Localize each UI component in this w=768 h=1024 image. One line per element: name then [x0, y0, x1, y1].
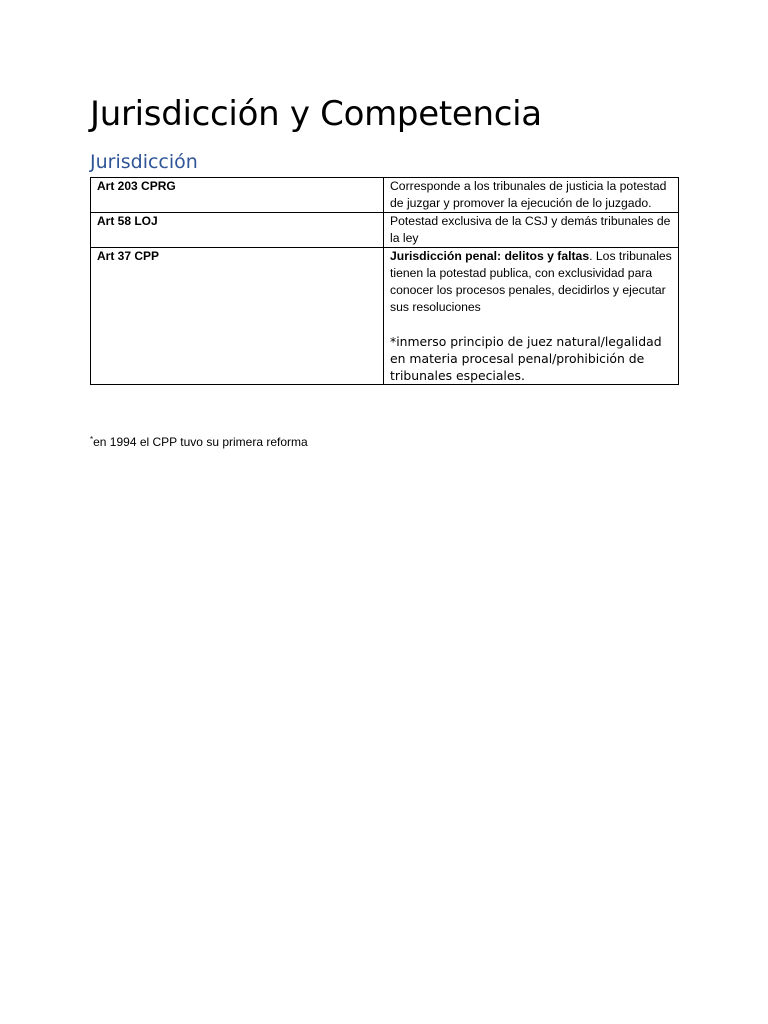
jurisdiction-table — [90, 177, 679, 385]
description-note: *inmerso principio de juez natural/legalidad en materia procesal penal/prohibición de tribunales especiales. — [390, 334, 662, 383]
table-row — [91, 213, 679, 248]
table-row — [91, 178, 679, 213]
page-title: Jurisdicción y Competencia — [90, 94, 542, 134]
description-cell — [384, 248, 679, 385]
section-heading-jurisdiccion: Jurisdicción — [90, 151, 198, 173]
article-cell: Art 58 LOJ — [91, 213, 384, 248]
description-cell: Corresponde a los tribunales de justicia la potestad de juzgar y promover la ejecución de lo juzgado. — [384, 178, 679, 213]
article-cell: Art 37 CPP — [91, 248, 384, 385]
description-bold-lead: Jurisdicción penal: delitos y faltas — [390, 249, 590, 263]
footnote-text: en 1994 el CPP tuvo su primera reforma — [93, 435, 308, 449]
article-cell: Art 203 CPRG — [91, 178, 384, 213]
table-row — [91, 248, 679, 385]
description-cell: Potestad exclusiva de la CSJ y demás tribunales de la ley — [384, 213, 679, 248]
footnote — [90, 432, 308, 450]
description-text: . Los tribunales tienen la potestad publica, con exclusividad para conocer los procesos penales, decidirlos y ejecutar sus resoluciones — [390, 249, 672, 314]
footnote-marker: * — [90, 435, 94, 444]
